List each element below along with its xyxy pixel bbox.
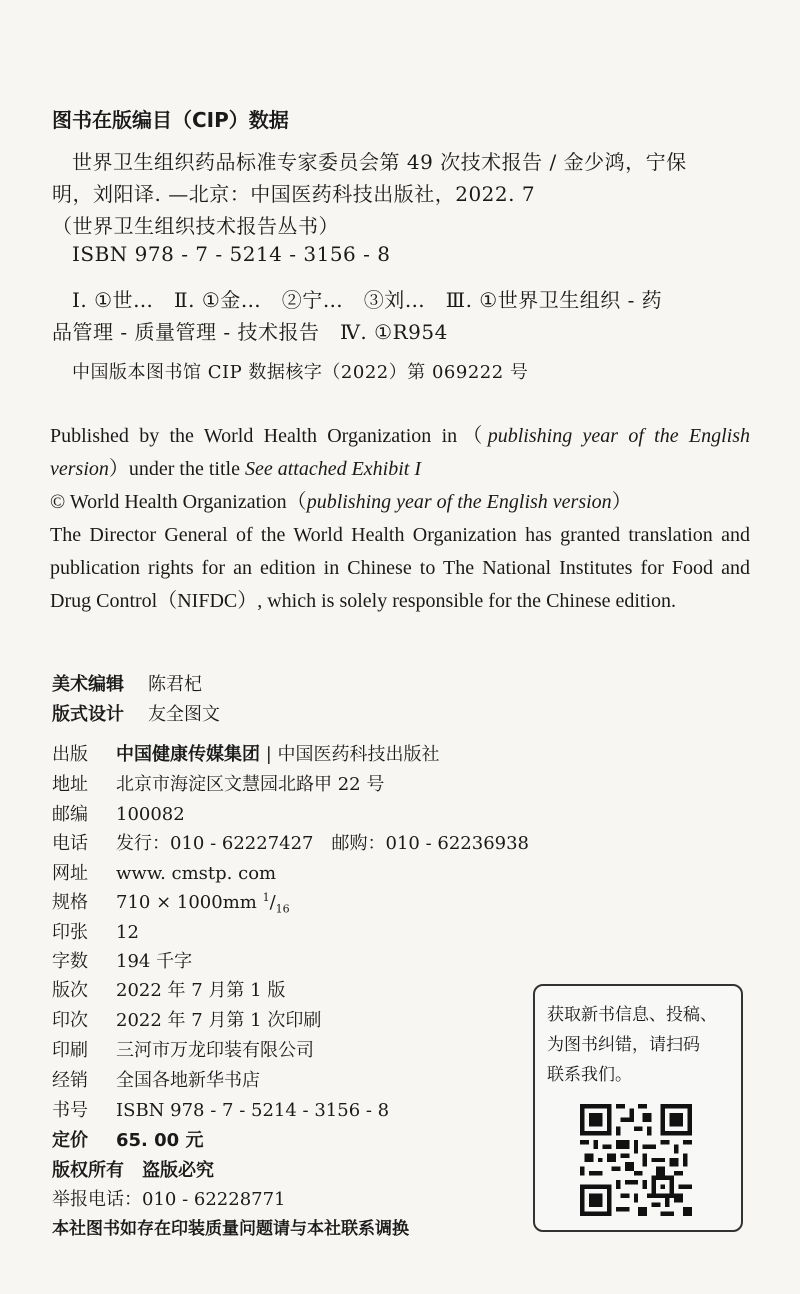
distributor-row: 经销 全国各地新华书店 xyxy=(52,1070,260,1091)
qr-contact-box xyxy=(533,984,743,1232)
copyright-statement: © World Health Organization（publishing year of the English version） xyxy=(50,491,632,513)
sheets-row: 印张 12 xyxy=(52,922,139,943)
edition-row: 版次 2022 年 7 月第 1 版 xyxy=(52,980,286,1001)
cip-isbn: ISBN 978 - 7 - 5214 - 3156 - 8 xyxy=(72,242,391,266)
publisher-row: 出版 中国健康传媒集团 | 中国医药科技出版社 xyxy=(52,744,440,765)
translation-rights-statement: The Director General of the World Health Organization has granted translation and publication rights for an edition in Chinese to The National Institutes for Food and Drug Control（NIFDC）, which is solely responsible for the Chinese edition. xyxy=(50,524,750,612)
format-row: 规格 710 × 1000mm $^1/_{16}$ xyxy=(52,891,290,916)
cip-classification-1: Ⅰ. ①世… Ⅱ. ①金… ②宁… ③刘… Ⅲ. ①世界卫生组织 - 药 xyxy=(72,288,663,312)
copyright-notice: 版权所有 盗版必究 xyxy=(52,1160,214,1181)
printing-row: 印次 2022 年 7 月第 1 次印刷 xyxy=(52,1010,322,1031)
cip-record-number: 中国版本图书馆 CIP 数据核字（2022）第 069222 号 xyxy=(72,362,529,383)
qr-code-icon[interactable] xyxy=(580,1104,692,1216)
website-row: 网址 www. cmstp. com xyxy=(52,863,277,884)
credit-art-editor: 美术编辑 陈君杞 xyxy=(52,674,202,695)
cip-classification-2: 品管理 - 质量管理 - 技术报告 Ⅳ. ①R954 xyxy=(52,320,448,344)
qr-instructions: 获取新书信息、投稿、 为图书纠错，请扫码 联系我们。 xyxy=(547,1005,717,1085)
publication-statement: Published by the World Health Organization in（publishing year of the English version）under the title See attached Exhibit I xyxy=(50,425,751,480)
cip-title: 图书在版编目（CIP）数据 xyxy=(52,108,289,132)
cip-line-2: 明，刘阳译. —北京：中国医药科技出版社，2022. 7 xyxy=(52,182,536,206)
word-count-row: 字数 194 千字 xyxy=(52,951,193,972)
cip-line-1: 世界卫生组织药品标准专家委员会第 49 次技术报告 / 金少鸿，宁保 xyxy=(72,150,687,174)
printer-row: 印刷 三河市万龙印装有限公司 xyxy=(52,1040,314,1061)
report-phone: 举报电话：010 - 62228771 xyxy=(52,1189,286,1210)
price-row: 定价 65. 00 元 xyxy=(52,1130,204,1151)
phone-row: 电话 发行：010 - 62227427 邮购：010 - 62236938 xyxy=(52,833,529,854)
english-rights-notice xyxy=(50,420,750,618)
postcode-row: 邮编 100082 xyxy=(52,804,185,825)
address-row: 地址 北京市海淀区文慧园北路甲 22 号 xyxy=(52,774,385,795)
cip-line-3: （世界卫生组织技术报告丛书） xyxy=(52,214,339,238)
isbn-row: 书号 ISBN 978 - 7 - 5214 - 3156 - 8 xyxy=(52,1100,390,1121)
credit-layout-design: 版式设计 友全图文 xyxy=(52,704,220,725)
footer-quality-note: 本社图书如存在印装质量问题请与本社联系调换 xyxy=(52,1219,409,1239)
